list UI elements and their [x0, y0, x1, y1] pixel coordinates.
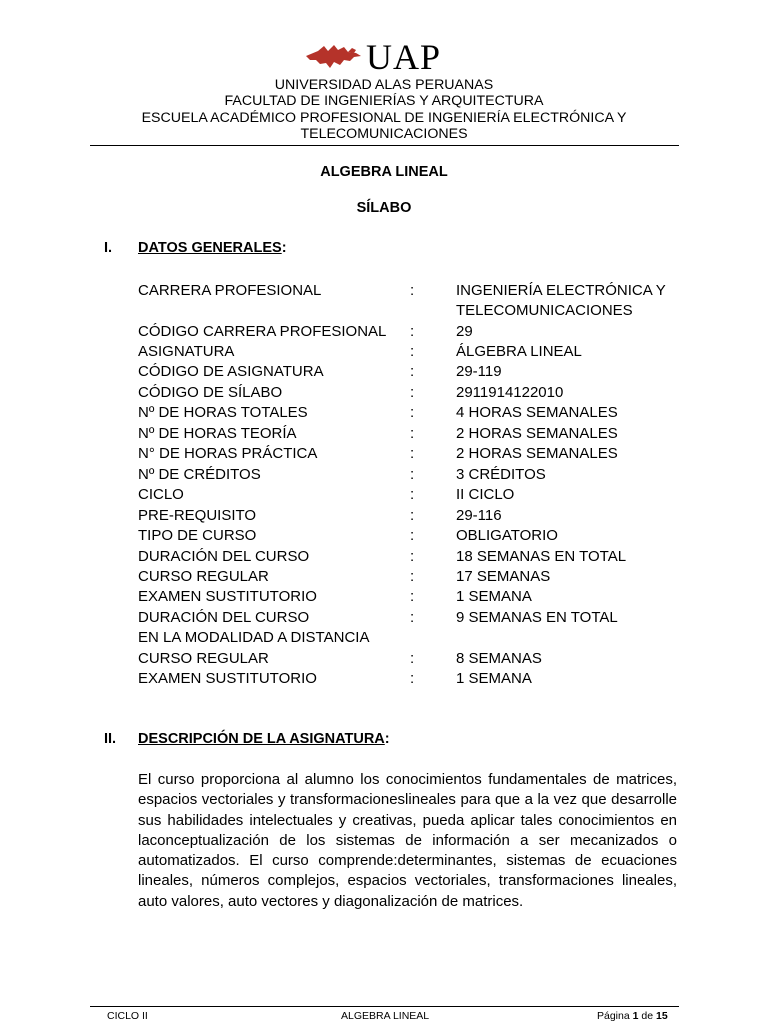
field-value: OBLIGATORIO [456, 527, 558, 544]
field-label: EN LA MODALIDAD A DISTANCIA [138, 629, 370, 646]
general-data-row [138, 281, 698, 301]
general-data-row [138, 465, 698, 485]
page-footer [90, 1006, 679, 1025]
field-label: DURACIÓN DEL CURSO [138, 548, 310, 565]
section-2-number: II. [104, 731, 117, 747]
logo-text: UAP [366, 37, 442, 77]
footer-page-number: Página 1 de 15 [597, 1010, 668, 1022]
course-description: El curso proporciona al alumno los conocimientos fundamentales de matrices, espacios vectoriales y transformacioneslineales para que a la vez que desarrolle sus habilidades intelectuales y creativas, pueda aplicar tales conocimientos en laconceptualización de los sistemas de información a ser mecanizados o automatizados. El curso comprende:determinantes, sistemas de ecuaciones lineales, números complejos, espacios vectoriales, transformaciones lineales, auto valores, auto vectores y diagonalización de matrices. [138, 771, 677, 910]
field-value: TELECOMUNICACIONES [456, 302, 633, 319]
field-label: Nº DE CRÉDITOS [138, 466, 261, 483]
field-separator: : [410, 466, 415, 483]
field-value: 29-116 [456, 507, 502, 524]
university-name: UNIVERSIDAD ALAS PERUANAS [274, 77, 494, 93]
field-separator: : [410, 650, 415, 667]
field-value: 1 SEMANA [456, 588, 532, 605]
field-separator: : [410, 384, 415, 401]
faculty-name: FACULTAD DE INGENIERÍAS Y ARQUITECTURA [224, 93, 544, 110]
school-name-line2: TELECOMUNICACIONES [300, 125, 468, 142]
general-data-row [138, 342, 698, 362]
field-separator: : [410, 588, 415, 605]
field-value: 4 HORAS SEMANALES [456, 404, 618, 421]
field-separator: : [410, 568, 415, 585]
field-value: 29 [456, 323, 473, 340]
general-data-row [138, 301, 698, 321]
field-value: 2 HORAS SEMANALES [456, 425, 618, 442]
field-separator: : [410, 282, 415, 299]
general-data-row [138, 424, 698, 444]
general-data-row [138, 362, 698, 382]
general-data-row [138, 587, 698, 607]
field-label: CURSO REGULAR [138, 650, 269, 667]
general-data-row [138, 403, 698, 423]
field-value: 18 SEMANAS EN TOTAL [456, 548, 627, 565]
field-value: 3 CRÉDITOS [456, 466, 546, 483]
general-data-row [138, 649, 698, 669]
field-label: CARRERA PROFESIONAL [138, 282, 322, 299]
field-label: EXAMEN SUSTITUTORIO [138, 670, 317, 687]
field-separator: : [410, 445, 415, 462]
field-label: CÓDIGO DE ASIGNATURA [138, 363, 324, 380]
field-value: 2911914122010 [456, 384, 564, 401]
section-2-title: DESCRIPCIÓN DE LA ASIGNATURA [138, 731, 385, 747]
field-label: N° DE HORAS PRÁCTICA [138, 445, 318, 462]
footer-cycle: CICLO II [107, 1010, 148, 1022]
general-data-row [138, 444, 698, 464]
general-data-row [138, 628, 698, 648]
field-separator: : [410, 425, 415, 442]
field-label: Nº DE HORAS TOTALES [138, 404, 308, 421]
field-value: 2 HORAS SEMANALES [456, 445, 618, 462]
institution-header [0, 77, 768, 142]
field-label: CURSO REGULAR [138, 568, 269, 585]
field-label: TIPO DE CURSO [138, 527, 257, 544]
field-separator: : [410, 343, 415, 360]
section-1-number: I. [104, 240, 113, 256]
uap-logo [304, 37, 454, 77]
eagle-icon [304, 42, 362, 72]
field-value: 8 SEMANAS [456, 650, 542, 667]
field-separator: : [410, 609, 415, 626]
course-title: ALGEBRA LINEAL [320, 164, 448, 180]
field-label: PRE-REQUISITO [138, 507, 257, 524]
field-separator: : [410, 404, 415, 421]
field-separator: : [410, 548, 415, 565]
general-data-row [138, 322, 698, 342]
general-data-row [138, 669, 698, 689]
field-value: INGENIERÍA ELECTRÓNICA Y [456, 282, 666, 299]
header-divider [90, 145, 679, 146]
document-title: SÍLABO [356, 200, 412, 216]
general-data-row [138, 526, 698, 546]
field-label: CICLO [138, 486, 184, 503]
field-label: ASIGNATURA [138, 343, 235, 360]
field-separator: : [410, 323, 415, 340]
section-1-colon: : [281, 240, 287, 256]
school-name-line1: ESCUELA ACADÉMICO PROFESIONAL DE INGENIERÍA ELECTRÓNICA Y [141, 109, 627, 126]
field-label: DURACIÓN DEL CURSO [138, 609, 310, 626]
general-data-row [138, 383, 698, 403]
field-value: II CICLO [456, 486, 515, 503]
field-separator: : [410, 486, 415, 503]
general-data-row [138, 608, 698, 628]
field-separator: : [410, 670, 415, 687]
footer-course: ALGEBRA LINEAL [341, 1010, 430, 1022]
general-data-row [138, 547, 698, 567]
field-label: CÓDIGO CARRERA PROFESIONAL [138, 323, 387, 340]
field-value: ÁLGEBRA LINEAL [456, 343, 582, 360]
field-separator: : [410, 527, 415, 544]
field-label: EXAMEN SUSTITUTORIO [138, 588, 317, 605]
section-2-colon: : [384, 731, 390, 747]
general-data-row [138, 506, 698, 526]
general-data-row [138, 567, 698, 587]
field-label: CÓDIGO DE SÍLABO [138, 384, 283, 401]
general-data-row [138, 485, 698, 505]
section-1-title: DATOS GENERALES [138, 240, 282, 256]
field-value: 17 SEMANAS [456, 568, 551, 585]
field-value: 29-119 [456, 363, 502, 380]
field-separator: : [410, 363, 415, 380]
field-separator: : [410, 507, 415, 524]
field-value: 1 SEMANA [456, 670, 532, 687]
field-value: 9 SEMANAS EN TOTAL [456, 609, 618, 626]
field-label: Nº DE HORAS TEORÍA [138, 425, 297, 442]
